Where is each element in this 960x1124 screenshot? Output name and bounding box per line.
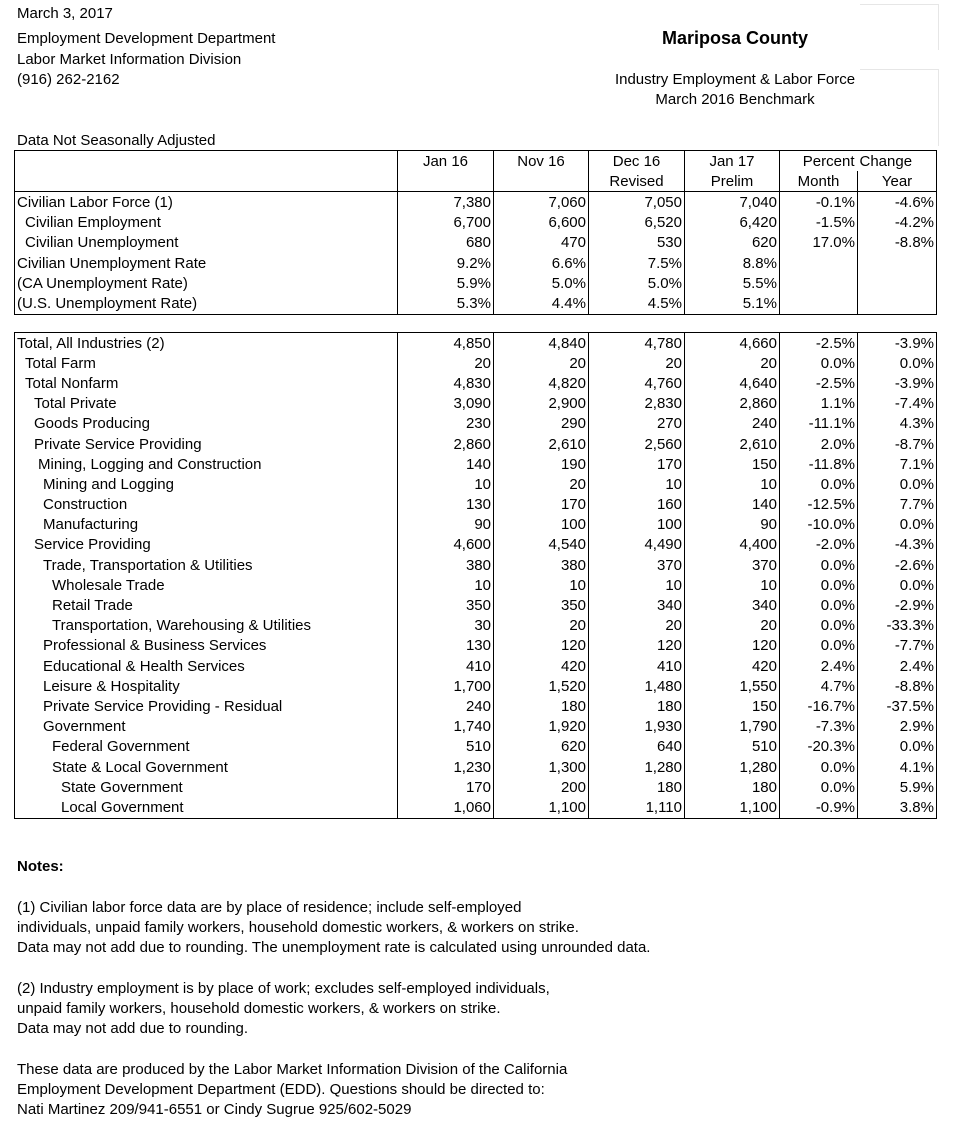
month-change: -2.5% xyxy=(780,373,858,393)
jan17-value: 150 xyxy=(685,454,780,474)
nov16-value: 120 xyxy=(494,636,589,656)
year-change: 0.0% xyxy=(858,353,937,373)
row-label: Construction xyxy=(15,495,398,515)
nov16-value: 1,520 xyxy=(494,676,589,696)
jan17-value: 420 xyxy=(685,656,780,676)
month-change: 1.1% xyxy=(780,394,858,414)
dec16-value: 270 xyxy=(589,414,685,434)
year-change: 4.1% xyxy=(858,757,937,777)
jan16-value: 9.2% xyxy=(398,253,494,273)
nov16-value: 180 xyxy=(494,696,589,716)
nov16-value: 1,300 xyxy=(494,757,589,777)
jan17-value: 1,100 xyxy=(685,797,780,818)
month-change: -11.8% xyxy=(780,454,858,474)
jan16-value: 380 xyxy=(398,555,494,575)
jan16-value: 5.9% xyxy=(398,273,494,293)
dec16-value: 7,050 xyxy=(589,192,685,213)
col-header-jan17: Jan 17 xyxy=(685,151,780,172)
month-change xyxy=(780,293,858,314)
table-row xyxy=(15,192,937,213)
year-change: 2.9% xyxy=(858,717,937,737)
nov16-value: 20 xyxy=(494,353,589,373)
row-label: Civilian Unemployment Rate xyxy=(15,253,398,273)
jan17-value: 10 xyxy=(685,575,780,595)
nov16-value: 620 xyxy=(494,737,589,757)
row-label: Federal Government xyxy=(15,737,398,757)
year-change: -7.4% xyxy=(858,394,937,414)
nov16-value: 7,060 xyxy=(494,192,589,213)
year-change: -4.2% xyxy=(858,213,937,233)
table-row xyxy=(15,777,937,797)
jan17-value: 8.8% xyxy=(685,253,780,273)
seasonal-adjustment-note: Data Not Seasonally Adjusted xyxy=(17,132,216,149)
dec16-value: 4,490 xyxy=(589,535,685,555)
dec16-value: 20 xyxy=(589,616,685,636)
row-label: Private Service Providing xyxy=(15,434,398,454)
division-name: Labor Market Information Division xyxy=(17,51,242,68)
jan16-value: 130 xyxy=(398,495,494,515)
month-change: 2.0% xyxy=(780,434,858,454)
table-row xyxy=(15,515,937,535)
jan17-value: 5.1% xyxy=(685,293,780,314)
jan16-value: 1,230 xyxy=(398,757,494,777)
jan16-value: 3,090 xyxy=(398,394,494,414)
table-row xyxy=(15,474,937,494)
table-row xyxy=(15,717,937,737)
month-change: -2.0% xyxy=(780,535,858,555)
row-label: Manufacturing xyxy=(15,515,398,535)
month-change xyxy=(780,273,858,293)
month-change xyxy=(780,253,858,273)
dec16-value: 340 xyxy=(589,595,685,615)
industry-employment-table xyxy=(14,332,937,819)
row-label: Trade, Transportation & Utilities xyxy=(15,555,398,575)
jan16-value: 7,380 xyxy=(398,192,494,213)
row-label: Total, All Industries (2) xyxy=(15,333,398,354)
jan16-value: 170 xyxy=(398,777,494,797)
table-row xyxy=(15,253,937,273)
jan16-value: 30 xyxy=(398,616,494,636)
jan16-value: 1,740 xyxy=(398,717,494,737)
nov16-value: 4,840 xyxy=(494,333,589,354)
col-header-change: Change xyxy=(858,151,937,172)
nov16-value: 5.0% xyxy=(494,273,589,293)
jan16-value: 4,830 xyxy=(398,373,494,393)
jan17-value: 180 xyxy=(685,777,780,797)
table-row xyxy=(15,213,937,233)
nov16-value: 4.4% xyxy=(494,293,589,314)
jan17-value: 2,610 xyxy=(685,434,780,454)
jan17-value: 7,040 xyxy=(685,192,780,213)
month-change: -2.5% xyxy=(780,333,858,354)
row-label: Educational & Health Services xyxy=(15,656,398,676)
dec16-value: 1,280 xyxy=(589,757,685,777)
row-label: (U.S. Unemployment Rate) xyxy=(15,293,398,314)
month-change: -20.3% xyxy=(780,737,858,757)
dec16-value: 170 xyxy=(589,454,685,474)
row-label: Transportation, Warehousing & Utilities xyxy=(15,616,398,636)
note-2-line-3: Data may not add due to rounding. xyxy=(17,1020,248,1037)
jan16-value: 140 xyxy=(398,454,494,474)
jan17-value: 4,660 xyxy=(685,333,780,354)
nov16-value: 350 xyxy=(494,595,589,615)
nov16-value: 190 xyxy=(494,454,589,474)
year-change: -8.7% xyxy=(858,434,937,454)
table-row xyxy=(15,575,937,595)
table-row xyxy=(15,696,937,716)
jan16-value: 410 xyxy=(398,656,494,676)
month-change: 4.7% xyxy=(780,676,858,696)
dec16-value: 1,480 xyxy=(589,676,685,696)
jan16-value: 4,600 xyxy=(398,535,494,555)
year-change: 4.3% xyxy=(858,414,937,434)
nov16-value: 1,100 xyxy=(494,797,589,818)
month-change: -10.0% xyxy=(780,515,858,535)
dec16-value: 4,780 xyxy=(589,333,685,354)
nov16-value: 10 xyxy=(494,575,589,595)
table-row xyxy=(15,233,937,253)
table-row xyxy=(15,353,937,373)
header-blank xyxy=(398,171,494,192)
year-change: 0.0% xyxy=(858,575,937,595)
nov16-value: 170 xyxy=(494,495,589,515)
year-change: 0.0% xyxy=(858,474,937,494)
table-row xyxy=(15,333,937,354)
table-row xyxy=(15,394,937,414)
department-name: Employment Development Department xyxy=(17,30,276,47)
phone-number: (916) 262-2162 xyxy=(17,71,120,88)
row-label: (CA Unemployment Rate) xyxy=(15,273,398,293)
header-blank xyxy=(15,151,398,172)
nov16-value: 470 xyxy=(494,233,589,253)
jan16-value: 1,700 xyxy=(398,676,494,696)
col-sub-year: Year xyxy=(858,171,937,192)
month-change: 0.0% xyxy=(780,474,858,494)
col-sub-month: Month xyxy=(780,171,858,192)
year-change: 3.8% xyxy=(858,797,937,818)
contact-line-2: Employment Development Department (EDD). Questions should be directed to: xyxy=(17,1081,545,1098)
year-change: 0.0% xyxy=(858,515,937,535)
nov16-value: 20 xyxy=(494,616,589,636)
year-change: -2.6% xyxy=(858,555,937,575)
jan17-value: 120 xyxy=(685,636,780,656)
year-change: 2.4% xyxy=(858,656,937,676)
dec16-value: 180 xyxy=(589,777,685,797)
year-change: -3.9% xyxy=(858,333,937,354)
dec16-value: 530 xyxy=(589,233,685,253)
month-change: -0.1% xyxy=(780,192,858,213)
jan17-value: 370 xyxy=(685,555,780,575)
contact-line-1: These data are produced by the Labor Market Information Division of the California xyxy=(17,1061,568,1078)
contact-line-3: Nati Martinez 209/941-6551 or Cindy Sugrue 925/602-5029 xyxy=(17,1101,412,1118)
col-sub-prelim: Prelim xyxy=(685,171,780,192)
table-row xyxy=(15,273,937,293)
row-label: Mining, Logging and Construction xyxy=(15,454,398,474)
month-change: -1.5% xyxy=(780,213,858,233)
nov16-value: 20 xyxy=(494,474,589,494)
header-blank xyxy=(15,171,398,192)
table-row xyxy=(15,797,937,818)
jan17-value: 1,790 xyxy=(685,717,780,737)
jan17-value: 240 xyxy=(685,414,780,434)
jan16-value: 680 xyxy=(398,233,494,253)
dec16-value: 5.0% xyxy=(589,273,685,293)
year-change xyxy=(858,293,937,314)
year-change: -4.6% xyxy=(858,192,937,213)
month-change: 0.0% xyxy=(780,636,858,656)
jan17-value: 340 xyxy=(685,595,780,615)
jan17-value: 20 xyxy=(685,353,780,373)
col-header-jan16: Jan 16 xyxy=(398,151,494,172)
month-change: 0.0% xyxy=(780,616,858,636)
dec16-value: 10 xyxy=(589,575,685,595)
year-change: 5.9% xyxy=(858,777,937,797)
row-label: Service Providing xyxy=(15,535,398,555)
jan16-value: 4,850 xyxy=(398,333,494,354)
table-row xyxy=(15,656,937,676)
nov16-value: 290 xyxy=(494,414,589,434)
row-label: Civilian Employment xyxy=(15,213,398,233)
col-header-dec16: Dec 16 xyxy=(589,151,685,172)
nov16-value: 100 xyxy=(494,515,589,535)
dec16-value: 1,930 xyxy=(589,717,685,737)
row-label: State Government xyxy=(15,777,398,797)
year-change xyxy=(858,253,937,273)
jan17-value: 4,400 xyxy=(685,535,780,555)
row-label: Goods Producing xyxy=(15,414,398,434)
jan16-value: 90 xyxy=(398,515,494,535)
nov16-value: 2,610 xyxy=(494,434,589,454)
dec16-value: 1,110 xyxy=(589,797,685,818)
nov16-value: 2,900 xyxy=(494,394,589,414)
dec16-value: 7.5% xyxy=(589,253,685,273)
month-change: -12.5% xyxy=(780,495,858,515)
row-label: State & Local Government xyxy=(15,757,398,777)
nov16-value: 380 xyxy=(494,555,589,575)
dec16-value: 6,520 xyxy=(589,213,685,233)
note-1-line-1: (1) Civilian labor force data are by place of residence; include self-employed xyxy=(17,899,522,916)
row-label: Civilian Unemployment xyxy=(15,233,398,253)
dec16-value: 2,560 xyxy=(589,434,685,454)
dec16-value: 180 xyxy=(589,696,685,716)
report-date: March 3, 2017 xyxy=(17,5,113,22)
jan17-value: 10 xyxy=(685,474,780,494)
table-row xyxy=(15,535,937,555)
jan17-value: 150 xyxy=(685,696,780,716)
jan16-value: 510 xyxy=(398,737,494,757)
note-2-line-1: (2) Industry employment is by place of work; excludes self-employed individuals, xyxy=(17,980,550,997)
jan17-value: 4,640 xyxy=(685,373,780,393)
dec16-value: 100 xyxy=(589,515,685,535)
table-row xyxy=(15,636,937,656)
row-label: Total Private xyxy=(15,394,398,414)
header-blank xyxy=(494,171,589,192)
table-row xyxy=(15,373,937,393)
row-label: Civilian Labor Force (1) xyxy=(15,192,398,213)
month-change: 0.0% xyxy=(780,777,858,797)
year-change: 0.0% xyxy=(858,737,937,757)
row-label: Total Farm xyxy=(15,353,398,373)
county-title: Mariposa County xyxy=(661,28,808,48)
nov16-value: 6,600 xyxy=(494,213,589,233)
nov16-value: 4,820 xyxy=(494,373,589,393)
row-label: Mining and Logging xyxy=(15,474,398,494)
note-1-line-3: Data may not add due to rounding. The unemployment rate is calculated using unrounded data. xyxy=(17,939,651,956)
month-change: 2.4% xyxy=(780,656,858,676)
jan17-value: 90 xyxy=(685,515,780,535)
year-change: -33.3% xyxy=(858,616,937,636)
dec16-value: 4,760 xyxy=(589,373,685,393)
jan17-value: 620 xyxy=(685,233,780,253)
month-change: 0.0% xyxy=(780,555,858,575)
month-change: 17.0% xyxy=(780,233,858,253)
jan17-value: 20 xyxy=(685,616,780,636)
table-row xyxy=(15,454,937,474)
report-title: Industry Employment & Labor Force xyxy=(614,71,856,88)
nov16-value: 420 xyxy=(494,656,589,676)
dec16-value: 2,830 xyxy=(589,394,685,414)
month-change: 0.0% xyxy=(780,575,858,595)
month-change: -7.3% xyxy=(780,717,858,737)
row-label: Local Government xyxy=(15,797,398,818)
dec16-value: 20 xyxy=(589,353,685,373)
year-change xyxy=(858,273,937,293)
jan16-value: 130 xyxy=(398,636,494,656)
month-change: -11.1% xyxy=(780,414,858,434)
nov16-value: 6.6% xyxy=(494,253,589,273)
jan17-value: 140 xyxy=(685,495,780,515)
col-header-percent: Percent xyxy=(780,151,858,172)
month-change: 0.0% xyxy=(780,353,858,373)
row-label: Leisure & Hospitality xyxy=(15,676,398,696)
notes-title: Notes: xyxy=(17,858,64,875)
jan16-value: 10 xyxy=(398,575,494,595)
dec16-value: 4.5% xyxy=(589,293,685,314)
dec16-value: 160 xyxy=(589,495,685,515)
dec16-value: 120 xyxy=(589,636,685,656)
year-change: -8.8% xyxy=(858,233,937,253)
row-label: Wholesale Trade xyxy=(15,575,398,595)
jan16-value: 240 xyxy=(398,696,494,716)
table-row xyxy=(15,495,937,515)
jan17-value: 5.5% xyxy=(685,273,780,293)
col-header-nov16: Nov 16 xyxy=(494,151,589,172)
month-change: -0.9% xyxy=(780,797,858,818)
row-label: Total Nonfarm xyxy=(15,373,398,393)
note-2-line-2: unpaid family workers, household domestic workers, & workers on strike. xyxy=(17,1000,501,1017)
month-change: 0.0% xyxy=(780,757,858,777)
year-change: -4.3% xyxy=(858,535,937,555)
jan16-value: 6,700 xyxy=(398,213,494,233)
table-row xyxy=(15,676,937,696)
dec16-value: 640 xyxy=(589,737,685,757)
nov16-value: 200 xyxy=(494,777,589,797)
year-change: -7.7% xyxy=(858,636,937,656)
note-1-line-2: individuals, unpaid family workers, household domestic workers, & workers on strike. xyxy=(17,919,579,936)
year-change: -37.5% xyxy=(858,696,937,716)
table-row xyxy=(15,555,937,575)
nov16-value: 4,540 xyxy=(494,535,589,555)
table-row xyxy=(15,737,937,757)
year-change: -3.9% xyxy=(858,373,937,393)
jan16-value: 20 xyxy=(398,353,494,373)
jan17-value: 1,550 xyxy=(685,676,780,696)
table-row xyxy=(15,414,937,434)
table-row xyxy=(15,434,937,454)
row-label: Private Service Providing - Residual xyxy=(15,696,398,716)
dec16-value: 10 xyxy=(589,474,685,494)
jan17-value: 1,280 xyxy=(685,757,780,777)
month-change: -16.7% xyxy=(780,696,858,716)
jan17-value: 2,860 xyxy=(685,394,780,414)
dec16-value: 370 xyxy=(589,555,685,575)
row-label: Professional & Business Services xyxy=(15,636,398,656)
year-change: -2.9% xyxy=(858,595,937,615)
jan16-value: 230 xyxy=(398,414,494,434)
table-row xyxy=(15,595,937,615)
table-row xyxy=(15,616,937,636)
jan17-value: 510 xyxy=(685,737,780,757)
year-change: 7.1% xyxy=(858,454,937,474)
benchmark-label: March 2016 Benchmark xyxy=(655,91,815,108)
labor-force-table xyxy=(14,150,937,315)
month-change: 0.0% xyxy=(780,595,858,615)
jan16-value: 10 xyxy=(398,474,494,494)
jan16-value: 350 xyxy=(398,595,494,615)
row-label: Government xyxy=(15,717,398,737)
table-row xyxy=(15,757,937,777)
jan16-value: 2,860 xyxy=(398,434,494,454)
year-change: 7.7% xyxy=(858,495,937,515)
jan16-value: 1,060 xyxy=(398,797,494,818)
jan17-value: 6,420 xyxy=(685,213,780,233)
table-row xyxy=(15,293,937,314)
col-sub-revised: Revised xyxy=(589,171,685,192)
year-change: -8.8% xyxy=(858,676,937,696)
dec16-value: 410 xyxy=(589,656,685,676)
row-label: Retail Trade xyxy=(15,595,398,615)
nov16-value: 1,920 xyxy=(494,717,589,737)
jan16-value: 5.3% xyxy=(398,293,494,314)
header-frame xyxy=(860,4,939,50)
